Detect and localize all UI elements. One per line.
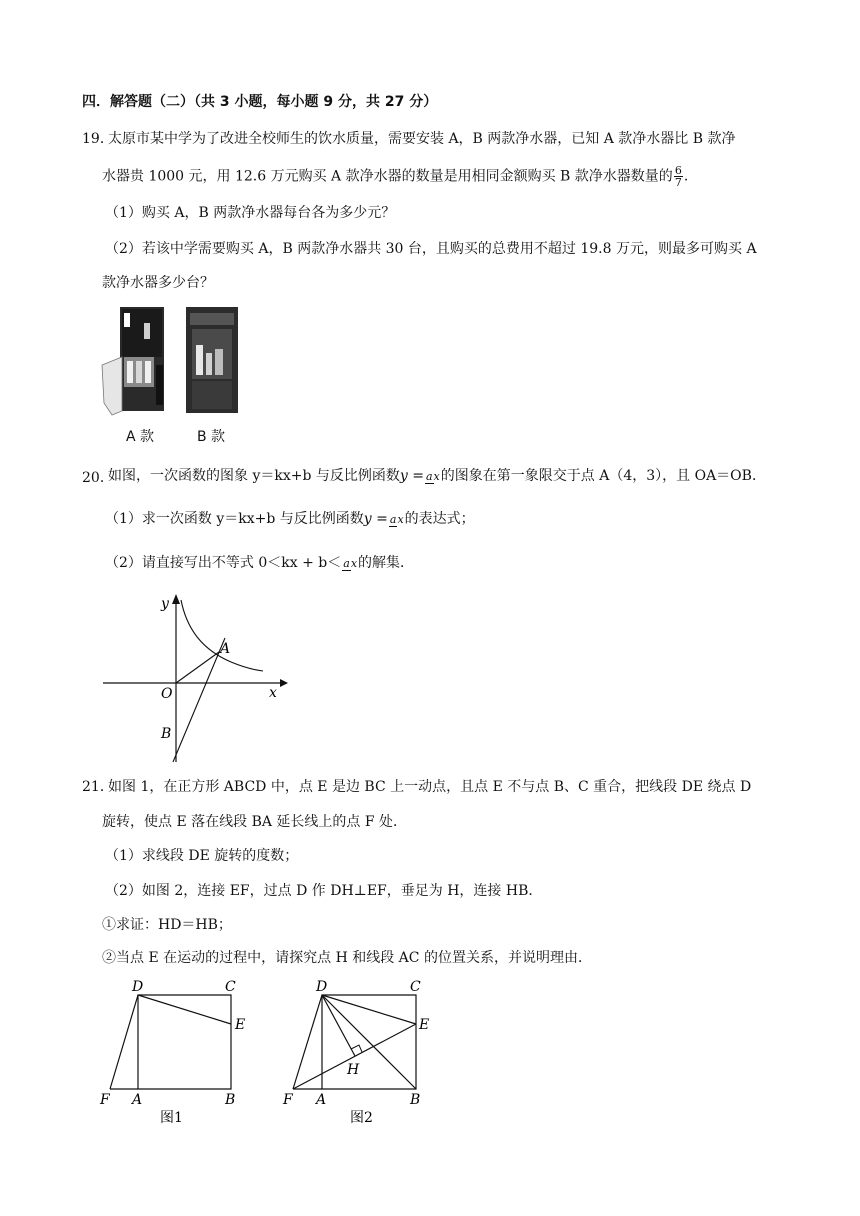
fig2-label-c: C xyxy=(410,979,421,995)
q20-line1-b: 的图象在第一象限交于点 A（4，3），且 OA＝OB． xyxy=(440,468,766,484)
q19-number: 19． xyxy=(82,131,114,147)
origin-label: O xyxy=(161,686,173,702)
section-title: 四．解答题（二）（共 3 小题，每小题 9 分，共 27 分） xyxy=(82,94,438,110)
y-axis-label: y xyxy=(161,596,169,612)
segment-DE xyxy=(138,995,231,1024)
dispenser-a-icon xyxy=(102,307,164,415)
q20-frac-num: a xyxy=(425,469,433,483)
hyperbola-curve xyxy=(181,600,263,671)
q20-sub1-a: （1）求一次函数 y＝kx+b 与反比例函数 xyxy=(105,511,364,527)
q21-sub2: （2）如图 2，连接 EF，过点 D 作 DH⊥EF，垂足为 H，连接 HB． xyxy=(105,883,543,899)
q20-sub1-eq: y = xyxy=(363,511,388,527)
fig1-label-b: B xyxy=(225,1092,236,1108)
fig2-caption: 图2 xyxy=(350,1110,373,1126)
segment-FE xyxy=(293,1024,416,1089)
q20-fraction xyxy=(425,471,440,482)
q19-frac-den: 7 xyxy=(674,176,682,189)
fig1-label-a: A xyxy=(132,1092,143,1108)
q20-sub2-frac-den: x xyxy=(350,556,358,570)
q20-sub1-fraction xyxy=(389,514,404,525)
fig2-label-f: F xyxy=(283,1092,293,1108)
q19-line2-end: . xyxy=(683,168,689,185)
x-axis-label: x xyxy=(269,685,277,701)
fig2-label-a: A xyxy=(316,1092,327,1108)
q20-sub1-frac-num: a xyxy=(389,512,397,526)
q19-line2 xyxy=(102,165,688,188)
q21-sub1: （1）求线段 DE 旋转的度数； xyxy=(105,848,299,864)
point-b-label: B xyxy=(161,726,172,742)
segment-DF-2 xyxy=(293,995,322,1089)
q20-sub2-b: 的解集． xyxy=(358,555,415,571)
q20-sub1-b: 的表达式； xyxy=(404,511,475,527)
q20-sub1-frac-den: x xyxy=(397,512,404,526)
q20-line1 xyxy=(108,466,766,486)
fig2-label-h: H xyxy=(347,1062,360,1078)
q20-sub2-fraction xyxy=(342,558,357,569)
x-axis-arrow-icon xyxy=(280,679,288,687)
q19-frac-num: 6 xyxy=(674,164,682,177)
q19-sub1: （1）购买 A，B 两款净水器每台各为多少元？ xyxy=(105,205,396,221)
fig1-label-d: D xyxy=(132,979,144,995)
q21-part1: ①求证：HD＝HB； xyxy=(102,917,232,933)
q21-line1: 如图 1，在正方形 ABCD 中，点 E 是边 BC 上一动点，且点 E 不与点 B、C 重合，把线段 DE 绕点 D xyxy=(108,779,752,795)
image-label-a: A 款 xyxy=(126,429,155,445)
q20-sub2-a: （2）请直接写出不等式 0＜kx + b＜ xyxy=(105,555,342,571)
y-axis-arrow-icon xyxy=(172,594,180,604)
q20-sub2 xyxy=(105,553,414,573)
fig1-label-e: E xyxy=(235,1017,246,1033)
dispenser-b-icon xyxy=(186,307,238,413)
figure-1 xyxy=(90,972,260,1130)
linear-function-line xyxy=(173,638,225,762)
q19-line1: 太原市某中学为了改进全校师生的饮水质量，需要安装 A，B 两款净水器，已知 A 款净水器比 B 款净 xyxy=(108,131,736,147)
fig2-label-d: D xyxy=(316,979,328,995)
function-graph xyxy=(95,590,295,770)
q19-fraction xyxy=(674,165,683,188)
figure-2 xyxy=(275,972,445,1130)
q20-frac-den: x xyxy=(433,469,440,483)
fig2-label-e: E xyxy=(419,1017,430,1033)
q19-line2-text: 水器贵 1000 元，用 12.6 万元购买 A 款净水器的数量是用相同金额购买 B 款净水器数量的 xyxy=(102,168,673,185)
fig1-caption: 图1 xyxy=(160,1110,183,1126)
point-a-label: A xyxy=(220,641,231,657)
q19-sub2-line2: 款净水器多少台？ xyxy=(102,275,214,291)
q20-sub1 xyxy=(105,509,475,529)
q21-number: 21． xyxy=(82,779,114,795)
image-label-b: B 款 xyxy=(197,429,226,445)
q21-line2: 旋转，使点 E 落在线段 BA 延长线上的点 F 处． xyxy=(102,814,408,830)
fig1-label-f: F xyxy=(100,1092,110,1108)
q19-sub2-line1: （2）若该中学需要购买 A，B 两款净水器共 30 台，且购买的总费用不超过 19.8 万元，则最多可购买 A xyxy=(105,241,757,257)
fig2-label-b: B xyxy=(410,1092,421,1108)
q21-part2: ②当点 E 在运动的过程中，请探究点 H 和线段 AC 的位置关系，并说明理由． xyxy=(102,950,592,966)
segment-DF xyxy=(110,995,138,1089)
q20-line1-a: 如图，一次函数的图象 y＝kx+b 与反比例函数 xyxy=(108,468,400,484)
q20-number: 20． xyxy=(82,470,114,486)
q20-line1-eq: y = xyxy=(399,468,424,484)
water-dispenser-image xyxy=(100,305,245,420)
fig1-label-c: C xyxy=(225,979,236,995)
q20-sub2-frac-num: a xyxy=(343,556,350,570)
